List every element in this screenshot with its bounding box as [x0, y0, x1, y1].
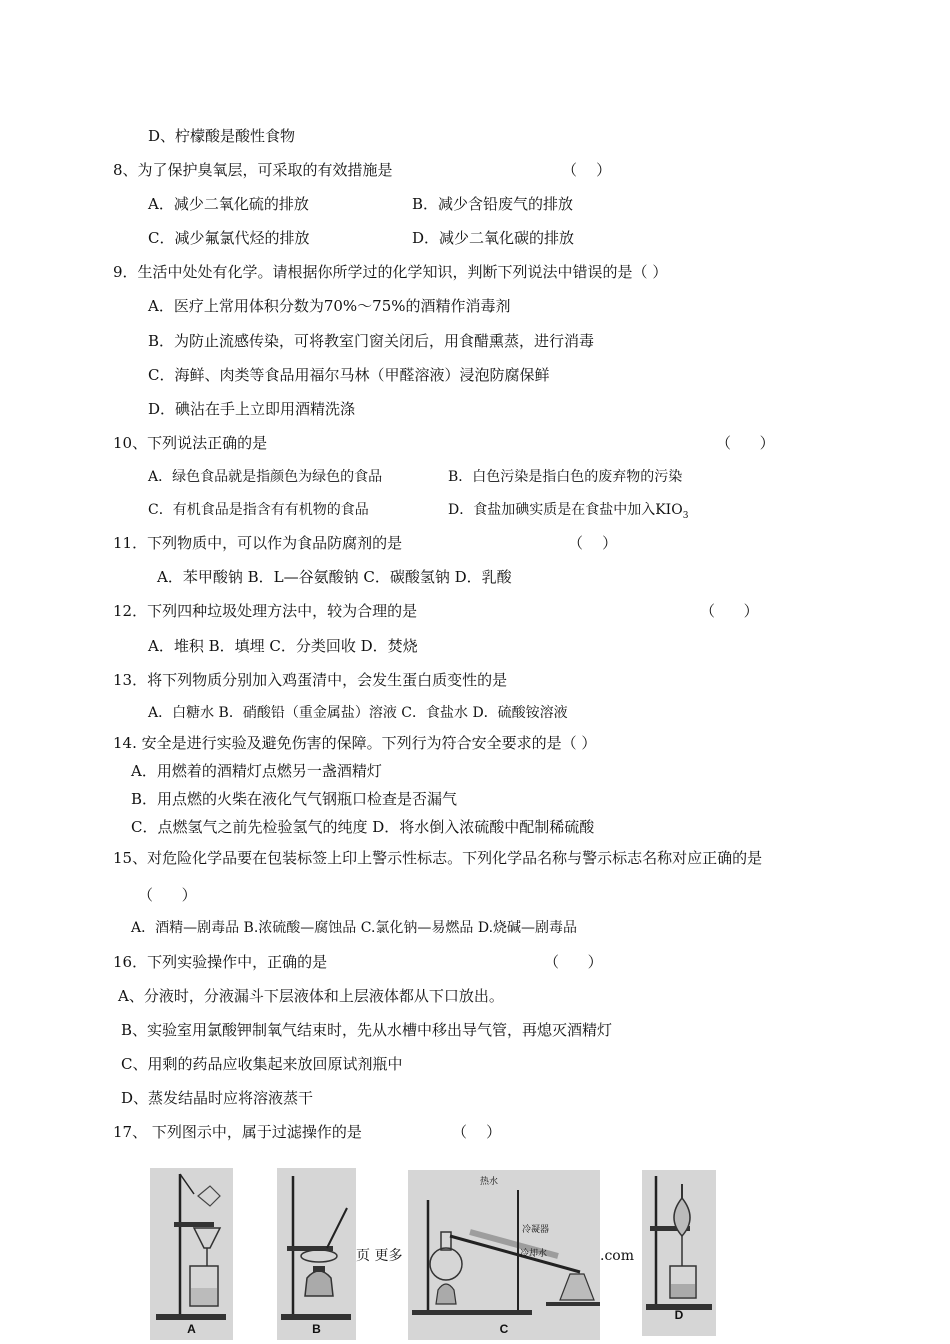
- q9-option-c: C．海鲜、肉类等食品用福尔马林（甲醛溶液）浸泡防腐保鲜: [148, 366, 550, 384]
- q11-answer-paren: （ ）: [568, 534, 618, 552]
- figure-a-drawing: [150, 1168, 233, 1340]
- q16-stem: 16．下列实验操作中，正确的是: [113, 953, 328, 971]
- q8-answer-paren: （ ）: [562, 161, 612, 179]
- q16-option-d: D、蒸发结晶时应将溶液蒸干: [121, 1089, 314, 1107]
- q14-options-c-d: C．点燃氢气之前先检验氢气的纯度 D．将水倒入浓硫酸中配制稀硫酸: [131, 818, 595, 836]
- figure-c-drawing: [408, 1170, 600, 1340]
- figure-c-condenser-label: 冷凝器: [522, 1225, 550, 1235]
- q13-options: A．白糖水 B．硝酸铅（重金属盐）溶液 C．食盐水 D．硫酸铵溶液: [148, 705, 568, 721]
- q9-option-b: B．为防止流感传染，可将教室门窗关闭后，用食醋熏蒸，进行消毒: [148, 332, 595, 350]
- q13-stem: 13．将下列物质分别加入鸡蛋清中，会发生蛋白质变性的是: [113, 671, 508, 689]
- q15-answer-paren: （ ）: [138, 886, 197, 904]
- q8-option-a: A．减少二氧化硫的排放: [148, 195, 309, 213]
- q8-option-b: B．减少含铅废气的排放: [412, 195, 574, 213]
- q14-option-a: A．用燃着的酒精灯点燃另一盏酒精灯: [131, 762, 382, 780]
- q16-answer-paren: （ ）: [544, 953, 603, 971]
- q10-option-b: B．白色污染是指白色的废弃物的污染: [448, 469, 683, 485]
- figure-c-label: C: [499, 1322, 509, 1336]
- figure-b-label: B: [312, 1322, 321, 1336]
- q14-stem: 14. 安全是进行实验及避免伤害的保障。下列行为符合安全要求的是（ ）: [113, 734, 597, 752]
- figure-c-hot-water-label: 热水: [480, 1177, 499, 1187]
- q17-stem: 17、 下列图示中，属于过滤操作的是: [113, 1123, 362, 1141]
- q15-options: A．酒精—剧毒品 B.浓硫酸—腐蚀品 C.氯化钠—易燃品 D.烧碱—剧毒品: [131, 920, 578, 936]
- q12-stem: 12．下列四种垃圾处理方法中，较为合理的是: [113, 602, 418, 620]
- figure-c-distillation: [408, 1170, 600, 1340]
- q11-options: A．苯甲酸钠 B．L—谷氨酸钠 C．碳酸氢钠 D．乳酸: [157, 568, 512, 586]
- q11-stem: 11．下列物质中，可以作为食品防腐剂的是: [113, 534, 403, 552]
- q16-option-c: C、用剩的药品应收集起来放回原试剂瓶中: [121, 1055, 403, 1073]
- q14-option-b: B．用点燃的火柴在液化气气钢瓶口检查是否漏气: [131, 790, 458, 808]
- q10-answer-paren: （ ）: [716, 434, 775, 452]
- q10-option-d: [448, 500, 688, 526]
- q10-option-d-subscript: 3: [682, 510, 689, 521]
- q15-stem: 15、对危险化学品要在包装标签上印上警示性标志。下列化学品名称与警示标志名称对应正确的是: [113, 849, 763, 867]
- q10-stem: 10、下列说法正确的是: [113, 434, 268, 452]
- q7-option-d: D、柠檬酸是酸性食物: [148, 127, 296, 145]
- q8-stem: 8、为了保护臭氧层，可采取的有效措施是: [113, 161, 393, 179]
- figure-c-cold-water-label: 冷却水: [520, 1249, 548, 1259]
- figure-b-drawing: [277, 1168, 356, 1340]
- footer-text-left: 页 更多: [356, 1248, 403, 1264]
- q16-option-a: A、分液时，分液漏斗下层液体和上层液体都从下口放出。: [118, 987, 504, 1005]
- q8-option-d: D．减少二氧化碳的排放: [412, 229, 575, 247]
- q17-answer-paren: （ ）: [452, 1123, 502, 1141]
- figure-d-label: D: [674, 1308, 684, 1322]
- figure-d-separatory-funnel: [642, 1170, 716, 1336]
- q12-options: A．堆积 B．填埋 C．分类回收 D．焚烧: [148, 637, 418, 655]
- q9-option-a: A．医疗上常用体积分数为70%～75%的酒精作消毒剂: [148, 297, 511, 315]
- q8-option-c: C．减少氟氯代烃的排放: [148, 229, 310, 247]
- q9-option-d: D．碘沾在手上立即用酒精洗涤: [148, 400, 356, 418]
- footer-text-right: .com: [600, 1248, 634, 1264]
- q12-answer-paren: （ ）: [700, 602, 759, 620]
- figure-b-heating: [277, 1168, 356, 1340]
- q10-option-a: A．绿色食品就是指颜色为绿色的食品: [148, 469, 383, 485]
- q16-option-b: B、实验室用氯酸钾制氧气结束时，先从水槽中移出导气管，再熄灭酒精灯: [121, 1021, 613, 1039]
- figure-a-label: A: [187, 1322, 196, 1336]
- q9-stem: 9．生活中处处有化学。请根据你所学过的化学知识，判断下列说法中错误的是（ ）: [113, 263, 668, 281]
- q10-option-d-text: D．食盐加碘实质是在食盐中加入KIO: [448, 502, 683, 518]
- figure-a-filtration: [150, 1168, 233, 1340]
- q10-option-c: C．有机食品是指含有有机物的食品: [148, 502, 369, 518]
